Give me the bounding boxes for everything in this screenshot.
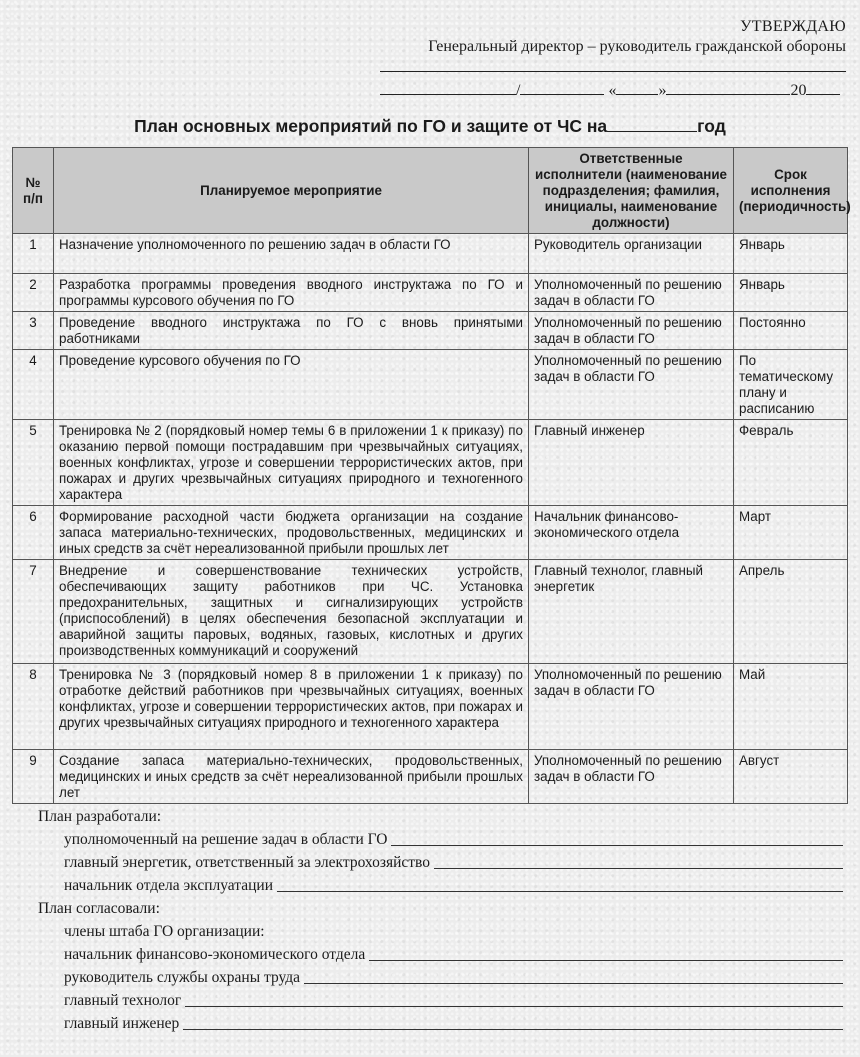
row-deadline: Постоянно [734, 312, 848, 350]
quote-close: » [658, 82, 667, 99]
row-event: Проведение курсового обучения по ГО [54, 350, 529, 420]
row-responsible: Главный инженер [529, 420, 734, 506]
row-num: 9 [13, 750, 54, 804]
signatory-title: уполномоченный на решение задач в области ГО [64, 831, 388, 848]
row-deadline: Январь [734, 234, 848, 274]
row-responsible: Уполномоченный по решению задач в области ГО [529, 312, 734, 350]
row-num: 5 [13, 420, 54, 506]
row-responsible: Уполномоченный по решению задач в области ГО [529, 274, 734, 312]
year-field[interactable] [806, 80, 840, 95]
header-num: № п/п [13, 148, 54, 234]
row-event: Разработка программы проведения вводного инструктажа по ГО и программы курсового обучения по ГО [54, 274, 529, 312]
row-event: Внедрение и совершенствование технических устройств, обеспечивающих защиту работников при ЧС. Установка предохранительных, защитных и сигнализирующих устройств (приспособлений) в целях обеспечения безопасной эксплуатации и аварийной защиты паровых, водяных, газовых, кислотных и других производственных коммуникаций и сооружений [54, 560, 529, 664]
signature-field[interactable] [380, 80, 516, 95]
signatory-title: главный инженер [64, 1015, 180, 1032]
header-event: Планируемое мероприятие [54, 148, 529, 234]
agreed-line [38, 1012, 843, 1035]
row-event: Создание запаса материально-технических, продовольственных, медицинских и иных средств за счёт нереализованной прибыли прошлых лет [54, 750, 529, 804]
developed-line [38, 851, 843, 874]
agreed-line [38, 943, 843, 966]
name-field[interactable] [520, 80, 604, 95]
signatures-block [38, 805, 843, 1035]
signature-line[interactable] [380, 70, 846, 72]
plan-table [12, 147, 851, 804]
table-row [13, 234, 848, 274]
table-row [13, 506, 848, 560]
row-deadline: Апрель [734, 560, 848, 664]
row-deadline: Январь [734, 274, 848, 312]
developed-heading-text: План разработали: [38, 808, 162, 825]
signature-field[interactable] [277, 891, 843, 892]
developed-heading [38, 805, 843, 828]
row-responsible: Главный технолог, главный энергетик [529, 560, 734, 664]
plan-year-field[interactable] [607, 116, 697, 132]
row-deadline: По тематическому плану и расписанию [734, 350, 848, 420]
members-heading-text: члены штаба ГО организации: [64, 923, 265, 940]
row-responsible: Руководитель организации [529, 234, 734, 274]
members-heading [38, 920, 843, 943]
signature-field[interactable] [391, 845, 843, 846]
row-responsible: Уполномоченный по решению задач в области ГО [529, 664, 734, 750]
agreed-heading-text: План согласовали: [38, 900, 160, 917]
row-event: Тренировка № 2 (порядковый номер темы 6 в приложении 1 к приказу) по оказанию первой помощи пострадавшим при чрезвычайных ситуациях, военных конфликтах, угрозе и совершении террористических актов, при пожарах и других чрезвычайных ситуациях природного и техногенного характера [54, 420, 529, 506]
row-responsible: Уполномоченный по решению задач в области ГО [529, 750, 734, 804]
month-field[interactable] [666, 80, 790, 95]
signature-field[interactable] [185, 1006, 843, 1007]
row-num: 3 [13, 312, 54, 350]
agreed-heading [38, 897, 843, 920]
row-event: Тренировка № 3 (порядковый номер 8 в приложении 1 к приказу) по отработке действий работников при чрезвычайных ситуациях, военных конфликтах, угрозе и совершении террористических актов, при пожарах и других чрезвычайных ситуациях природного и техногенного характера [54, 664, 529, 750]
row-deadline: Март [734, 506, 848, 560]
signatory-title: начальник отдела эксплуатации [64, 877, 273, 894]
table-row [13, 420, 848, 506]
approval-title: УТВЕРЖДАЮ [740, 18, 846, 35]
signature-field[interactable] [434, 868, 843, 869]
signatory-title: главный технолог [64, 992, 182, 1009]
row-deadline: Август [734, 750, 848, 804]
plan-title-prefix: План основных мероприятий по ГО и защите от ЧС на [134, 116, 608, 136]
signature-field[interactable] [304, 983, 843, 984]
signatory-title: главный энергетик, ответственный за электрохозяйство [64, 854, 431, 871]
table-row [13, 664, 848, 750]
row-responsible: Начальник финансово-экономического отдела [529, 506, 734, 560]
table-row [13, 560, 848, 664]
signatory-title: руководитель службы охраны труда [64, 969, 301, 986]
signatory-title: начальник финансово-экономического отдела [64, 946, 366, 963]
row-num: 1 [13, 234, 54, 274]
developed-line [38, 828, 843, 851]
signature-date-line [380, 80, 846, 100]
row-event: Проведение вводного инструктажа по ГО с вновь принятыми работниками [54, 312, 529, 350]
table-row [13, 312, 848, 350]
year-prefix: 20 [790, 82, 807, 99]
row-deadline: Февраль [734, 420, 848, 506]
quote-open: « [608, 82, 617, 99]
plan-title-suffix: год [697, 116, 726, 136]
agreed-line [38, 989, 843, 1012]
row-num: 2 [13, 274, 54, 312]
header-responsible: Ответственные исполнители (наименование подразделения; фамилия, инициалы, наименование должности) [529, 148, 734, 234]
table-row [13, 750, 848, 804]
header-deadline: Срок исполнения (периодичность) [734, 148, 848, 234]
row-deadline: Май [734, 664, 848, 750]
agreed-line [38, 966, 843, 989]
approval-position: Генеральный директор – руководитель гражданской обороны [428, 38, 846, 55]
row-num: 6 [13, 506, 54, 560]
signature-field[interactable] [183, 1029, 843, 1030]
slash-separator: / [516, 82, 521, 99]
plan-title [0, 116, 860, 137]
approval-block [366, 18, 846, 100]
table-header-row [13, 148, 848, 234]
row-num: 4 [13, 350, 54, 420]
row-num: 8 [13, 664, 54, 750]
day-field[interactable] [616, 80, 658, 95]
row-event: Назначение уполномоченного по решению задач в области ГО [54, 234, 529, 274]
row-event: Формирование расходной части бюджета организации на создание запаса материально-технических, продовольственных, медицинских и иных средств за счёт нереализованной прибыли прошлых лет [54, 506, 529, 560]
signature-field[interactable] [369, 960, 843, 961]
developed-line [38, 874, 843, 897]
table-row [13, 350, 848, 420]
table-row [13, 274, 848, 312]
row-num: 7 [13, 560, 54, 664]
row-responsible: Уполномоченный по решению задач в области ГО [529, 350, 734, 420]
